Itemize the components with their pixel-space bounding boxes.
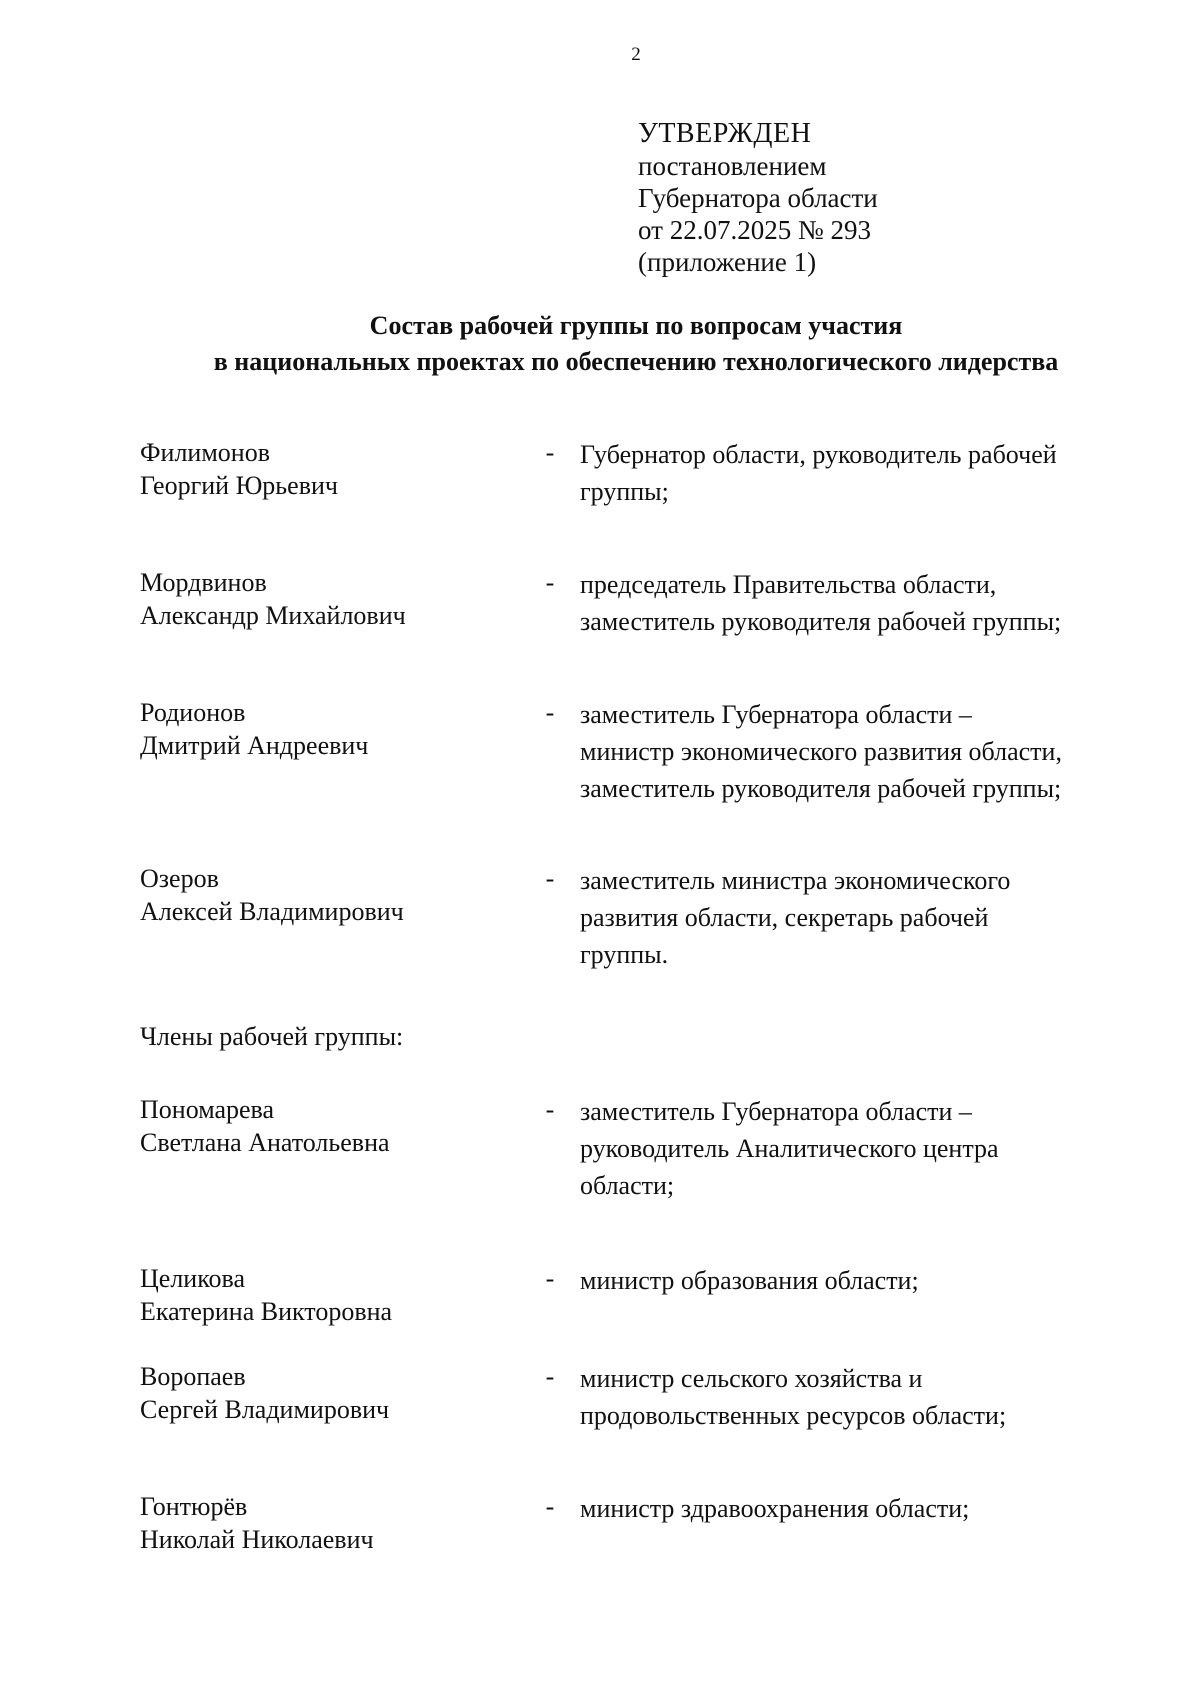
role-line: развития области, секретарь рабочей bbox=[580, 903, 989, 932]
approval-line: Губернатора области bbox=[638, 183, 878, 213]
member-dash: - bbox=[545, 438, 555, 467]
member-role bbox=[580, 1360, 1140, 1434]
role-line: министр образования области; bbox=[580, 1266, 919, 1295]
member-surname: Гонтюрёв bbox=[140, 1492, 248, 1521]
member-surname: Мордвинов bbox=[140, 568, 267, 597]
approval-stamp: УТВЕРЖДЕН bbox=[638, 118, 812, 149]
member-dash: - bbox=[545, 1362, 555, 1391]
member-given-names: Алексей Владимирович bbox=[140, 897, 404, 926]
member-name bbox=[140, 1262, 520, 1328]
member-name bbox=[140, 862, 520, 928]
role-line: руководитель Аналитического центра bbox=[580, 1134, 999, 1163]
role-line: заместитель Губернатора области – bbox=[580, 1097, 972, 1126]
role-line: министр сельского хозяйства и bbox=[580, 1364, 923, 1393]
role-line: заместитель Губернатора области – bbox=[580, 700, 972, 729]
title-line: Состав рабочей группы по вопросам участия bbox=[369, 311, 903, 340]
member-surname: Родионов bbox=[140, 698, 246, 727]
member-name bbox=[140, 436, 520, 502]
member-given-names: Николай Николаевич bbox=[140, 1525, 374, 1554]
member-surname: Целикова bbox=[140, 1264, 245, 1293]
role-line: группы; bbox=[580, 477, 669, 506]
member-given-names: Сергей Владимирович bbox=[140, 1395, 390, 1424]
member-given-names: Александр Михайлович bbox=[140, 601, 406, 630]
role-line: заместитель министра экономического bbox=[580, 866, 1011, 895]
role-line: министр здравоохранения области; bbox=[580, 1494, 970, 1523]
title-line: в национальных проектах по обеспечению технологического лидерства bbox=[213, 347, 1059, 376]
member-role bbox=[580, 1262, 1140, 1299]
approval-line: постановлением bbox=[638, 151, 827, 181]
role-line: заместитель руководителя рабочей группы; bbox=[580, 774, 1062, 803]
approval-line: от 22.07.2025 № 293 bbox=[638, 215, 871, 245]
role-line: области; bbox=[580, 1171, 675, 1200]
member-role bbox=[580, 696, 1140, 807]
members-section-label: Члены рабочей группы: bbox=[140, 1022, 404, 1051]
member-dash: - bbox=[545, 698, 555, 727]
role-line: заместитель руководителя рабочей группы; bbox=[580, 607, 1062, 636]
member-role bbox=[580, 436, 1140, 510]
member-given-names: Георгий Юрьевич bbox=[140, 471, 338, 500]
member-name bbox=[140, 1093, 520, 1159]
member-dash: - bbox=[545, 1492, 555, 1521]
role-line: Губернатор области, руководитель рабочей bbox=[580, 440, 1057, 469]
approval-block bbox=[638, 118, 878, 278]
member-dash: - bbox=[545, 1095, 555, 1124]
role-line: председатель Правительства области, bbox=[580, 570, 997, 599]
member-role bbox=[580, 1093, 1140, 1204]
member-dash: - bbox=[545, 864, 555, 893]
role-line: министр экономического развития области, bbox=[580, 737, 1062, 766]
member-surname: Филимонов bbox=[140, 438, 270, 467]
member-surname: Пономарева bbox=[140, 1095, 275, 1124]
member-dash: - bbox=[545, 1264, 555, 1293]
role-line: группы. bbox=[580, 940, 669, 969]
member-given-names: Светлана Анатольевна bbox=[140, 1128, 390, 1157]
page-number: 2 bbox=[631, 44, 641, 65]
member-role bbox=[580, 566, 1140, 640]
member-role bbox=[580, 1490, 1140, 1527]
member-given-names: Дмитрий Андреевич bbox=[140, 731, 369, 760]
member-dash: - bbox=[545, 568, 555, 597]
member-role bbox=[580, 862, 1140, 973]
member-surname: Воропаев bbox=[140, 1362, 246, 1391]
approval-line: (приложение 1) bbox=[638, 247, 817, 277]
document-title bbox=[36, 308, 1200, 380]
member-name bbox=[140, 696, 520, 762]
member-name bbox=[140, 1490, 520, 1556]
member-given-names: Екатерина Викторовна bbox=[140, 1297, 393, 1326]
role-line: продовольственных ресурсов области; bbox=[580, 1401, 1007, 1430]
member-name bbox=[140, 566, 520, 632]
member-name bbox=[140, 1360, 520, 1426]
member-surname: Озеров bbox=[140, 864, 219, 893]
